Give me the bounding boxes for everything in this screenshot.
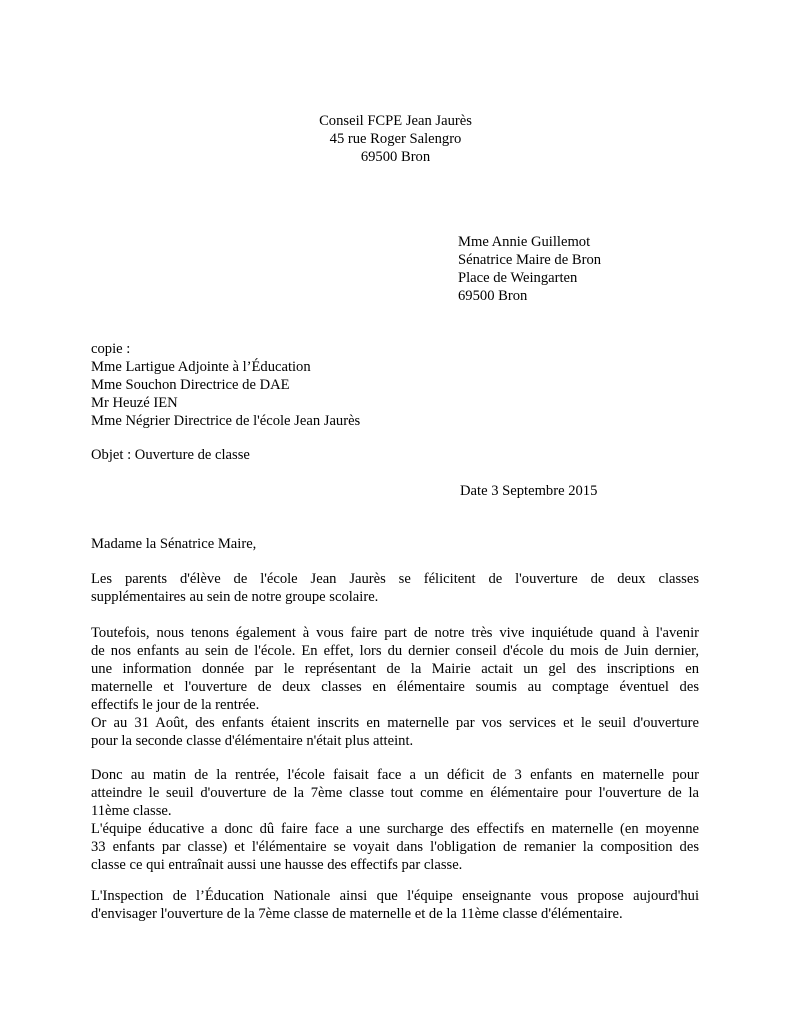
paragraph-line: L'Inspection de l’Éducation Nationale ainsi que l'équipe enseignante vous propose aujourd'hui bbox=[91, 888, 699, 904]
sender-name: Conseil FCPE Jean Jaurès bbox=[319, 113, 472, 129]
copy-list bbox=[91, 340, 360, 430]
copy-label: copie : bbox=[91, 341, 131, 357]
recipient-address bbox=[458, 233, 601, 305]
body-paragraph bbox=[91, 887, 699, 923]
paragraph-line: supplémentaires au sein de notre groupe scolaire. bbox=[91, 589, 379, 605]
paragraph-line: Toutefois, nous tenons également à vous faire part de notre très vive inquiétude quand à l'avenir bbox=[91, 625, 699, 641]
sender-street: 45 rue Roger Salengro bbox=[329, 131, 462, 147]
paragraph-line: effectifs le jour de la rentrée. bbox=[91, 697, 260, 713]
copy-recipient: Mme Souchon Directrice de DAE bbox=[91, 377, 290, 393]
copy-recipient: Mme Négrier Directrice de l'école Jean Jaurès bbox=[91, 413, 361, 429]
paragraph-line: 11ème classe. bbox=[91, 803, 172, 819]
recipient-title: Sénatrice Maire de Bron bbox=[458, 252, 602, 268]
recipient-street: Place de Weingarten bbox=[458, 270, 578, 286]
salutation: Madame la Sénatrice Maire, bbox=[91, 536, 257, 552]
body-paragraph bbox=[91, 624, 699, 750]
recipient-city: 69500 Bron bbox=[458, 288, 528, 304]
paragraph-line: 33 enfants par classe) et l'élémentaire se voyait dans l'obligation de remanier la composition des bbox=[91, 839, 699, 855]
paragraph-line: L'équipe éducative a donc dû faire face a une surcharge des effectifs en maternelle (en moyenne bbox=[91, 821, 699, 837]
paragraph-line: Donc au matin de la rentrée, l'école faisait face a un déficit de 3 enfants en maternelle pour bbox=[91, 767, 699, 783]
paragraph-line: pour la seconde classe d'élémentaire n'était plus atteint. bbox=[91, 733, 414, 749]
letter-date: Date 3 Septembre 2015 bbox=[460, 483, 598, 499]
paragraph-line: maternelle et l'ouverture de deux classes en élémentaire soumis au comptage éventuel des bbox=[91, 679, 699, 695]
recipient-name: Mme Annie Guillemot bbox=[458, 234, 591, 250]
paragraph-line: Les parents d'élève de l'école Jean Jaurès se félicitent de l'ouverture de deux classes bbox=[91, 571, 699, 587]
paragraph-line: Or au 31 Août, des enfants étaient inscrits en maternelle par vos services et le seuil d'ouverture bbox=[91, 715, 699, 731]
sender-city: 69500 Bron bbox=[360, 149, 431, 165]
copy-recipient: Mme Lartigue Adjointe à l’Éducation bbox=[91, 359, 311, 375]
paragraph-line: atteindre le seuil d'ouverture de la 7ème classe tout comme en élémentaire pour l'ouverture de la bbox=[91, 785, 699, 801]
copy-recipient: Mr Heuzé IEN bbox=[91, 395, 178, 411]
paragraph-line: une information donnée par le représentant de la Mairie actait un gel des inscriptions en bbox=[91, 661, 699, 677]
body-paragraph bbox=[91, 766, 699, 874]
sender-address bbox=[0, 112, 791, 166]
paragraph-line: de nos enfants au sein de l'école. En effet, lors du dernier conseil d'école du mois de Juin dernier, bbox=[91, 643, 699, 659]
paragraph-line: d'envisager l'ouverture de la 7ème classe de maternelle et de la 11ème classe d'élémentaire. bbox=[91, 906, 623, 922]
letter-subject: Objet : Ouverture de classe bbox=[91, 447, 250, 463]
body-paragraph bbox=[91, 570, 699, 606]
paragraph-line: classe ce qui entraînait aussi une hausse des effectifs par classe. bbox=[91, 857, 463, 873]
